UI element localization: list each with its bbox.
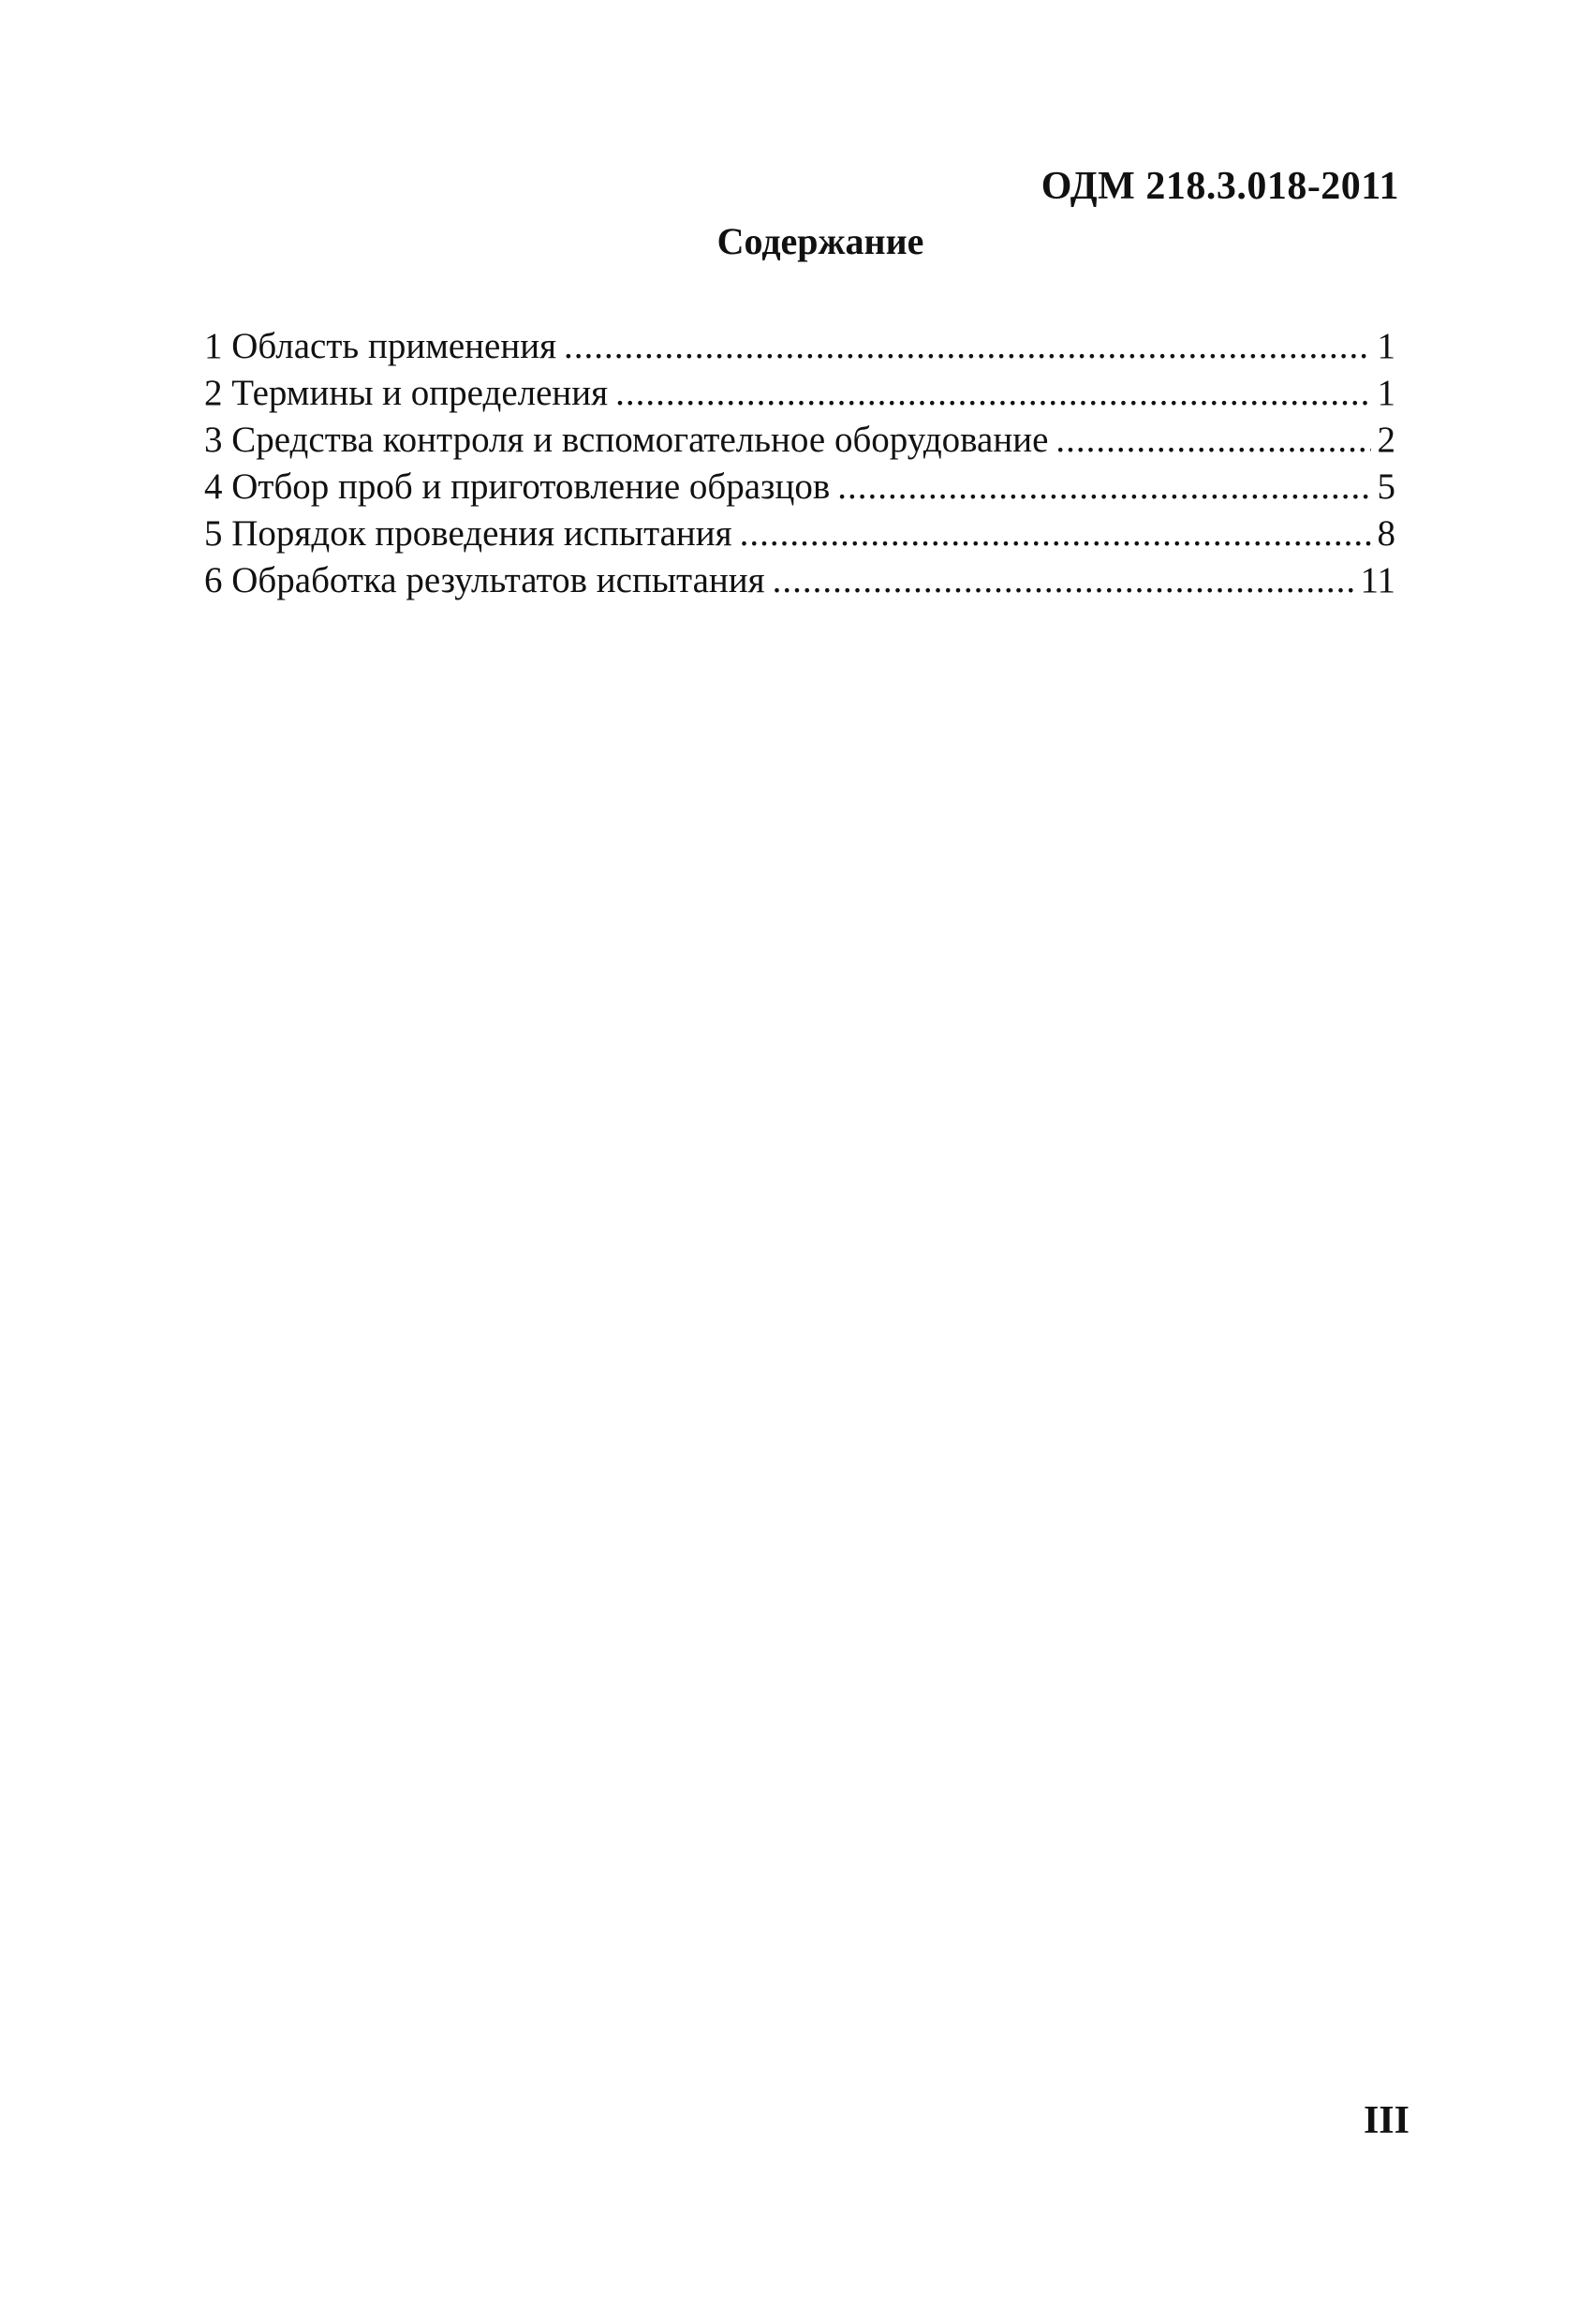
toc-item[interactable] — [204, 370, 1395, 417]
toc-item-label: 2 Термины и определения — [204, 373, 609, 413]
page-number: III — [1363, 2099, 1410, 2142]
toc-item[interactable] — [204, 511, 1395, 557]
toc-item[interactable] — [204, 417, 1395, 464]
toc-item-label: 4 Отбор проб и приготовление образцов — [204, 466, 831, 507]
toc-item-page: 1 — [1377, 326, 1395, 366]
toc-item-page: 8 — [1377, 513, 1395, 554]
toc-item[interactable] — [204, 557, 1395, 604]
toc-item-label: 5 Порядок проведения испытания — [204, 513, 732, 554]
toc-dot-leader — [615, 370, 1371, 417]
toc-item-page: 11 — [1360, 560, 1395, 600]
toc-item-page: 2 — [1377, 420, 1395, 460]
toc-item-label: 1 Область применения — [204, 326, 557, 366]
toc-dot-leader — [564, 323, 1371, 370]
toc-item-page: 5 — [1377, 466, 1395, 507]
toc-item-label: 6 Обработка результатов испытания — [204, 560, 765, 600]
toc-dot-leader — [1055, 417, 1371, 464]
toc-dot-leader — [740, 511, 1371, 557]
toc-title: Содержание — [716, 220, 924, 262]
toc-dot-leader — [837, 464, 1371, 511]
toc-item-label: 3 Средства контроля и вспомогательное оборудование — [204, 420, 1049, 460]
toc-dot-leader — [773, 557, 1357, 604]
toc-item[interactable] — [204, 323, 1395, 370]
toc-item-page: 1 — [1377, 373, 1395, 413]
document-code: ОДМ 218.3.018-2011 — [1041, 165, 1399, 208]
table-of-contents — [204, 323, 1395, 604]
toc-item[interactable] — [204, 464, 1395, 511]
